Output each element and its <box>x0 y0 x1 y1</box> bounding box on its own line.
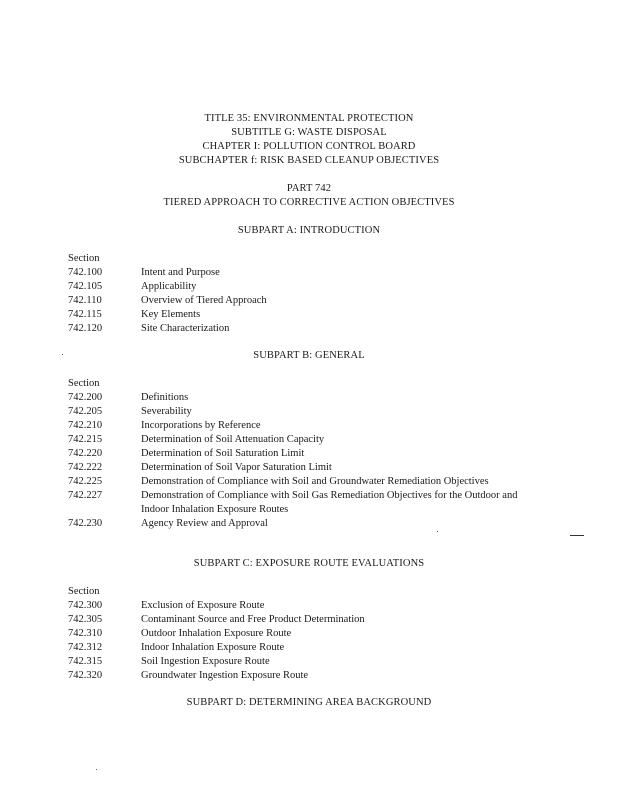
subpart-d-heading: SUBPART D: DETERMINING AREA BACKGROUND <box>186 697 432 708</box>
section-row <box>68 433 538 447</box>
subpart-b-section-list <box>68 391 538 531</box>
subpart-b-heading: SUBPART B: GENERAL <box>253 350 365 361</box>
section-number: 742.115 <box>68 309 102 320</box>
section-number: 742.320 <box>68 670 103 681</box>
title-line: TITLE 35: ENVIRONMENTAL PROTECTION <box>204 113 414 124</box>
part-number: PART 742 <box>286 183 332 194</box>
section-row <box>68 280 538 294</box>
section-row <box>68 475 538 489</box>
section-row <box>68 308 538 322</box>
section-number: 742.210 <box>68 420 103 431</box>
section-label: Section <box>68 378 100 389</box>
margin-dash-mark <box>570 535 584 536</box>
section-row <box>68 627 538 641</box>
section-number: 742.315 <box>68 656 103 667</box>
section-title: Determination of Soil Saturation Limit <box>141 448 305 459</box>
section-number: 742.300 <box>68 600 103 611</box>
section-number: 742.310 <box>68 628 103 639</box>
section-number: 742.305 <box>68 614 103 625</box>
section-row <box>68 489 538 517</box>
section-number: 742.227 <box>68 490 103 501</box>
section-row <box>68 322 538 336</box>
part-title: TIERED APPROACH TO CORRECTIVE ACTION OBJECTIVES <box>163 197 455 208</box>
section-row <box>68 669 538 683</box>
section-title: Indoor Inhalation Exposure Route <box>141 642 285 653</box>
section-title: Outdoor Inhalation Exposure Route <box>141 628 292 639</box>
scan-speck <box>437 531 438 532</box>
section-row <box>68 266 538 280</box>
section-number: 742.205 <box>68 406 103 417</box>
section-title: Determination of Soil Attenuation Capacity <box>141 434 325 445</box>
section-title: Contaminant Source and Free Product Determination <box>141 614 365 625</box>
section-title: Determination of Soil Vapor Saturation Limit <box>141 462 332 473</box>
section-title: Site Characterization <box>141 323 230 334</box>
scan-speck <box>96 769 97 770</box>
section-title: Groundwater Ingestion Exposure Route <box>141 670 309 681</box>
section-title: Demonstration of Compliance with Soil and Groundwater Remediation Objectives <box>141 476 489 487</box>
section-row <box>68 294 538 308</box>
section-title: Demonstration of Compliance with Soil Gas Remediation Objectives for the Outdoor and Indoor Inhalation Exposure Routes <box>141 490 518 515</box>
section-number: 742.120 <box>68 323 103 334</box>
section-row <box>68 613 538 627</box>
chapter-line: CHAPTER I: POLLUTION CONTROL BOARD <box>202 141 416 152</box>
section-title: Definitions <box>141 392 189 403</box>
subtitle-line: SUBTITLE G: WASTE DISPOSAL <box>231 127 387 138</box>
section-title: Overview of Tiered Approach <box>141 295 267 306</box>
section-number: 742.225 <box>68 476 103 487</box>
section-number: 742.222 <box>68 462 103 473</box>
subpart-c-section-list <box>68 599 538 683</box>
section-row <box>68 655 538 669</box>
subchapter-line: SUBCHAPTER f: RISK BASED CLEANUP OBJECTIVES <box>178 155 440 166</box>
section-row <box>68 419 538 433</box>
section-title: Applicability <box>141 281 197 292</box>
section-row <box>68 447 538 461</box>
section-title: Exclusion of Exposure Route <box>141 600 265 611</box>
section-row <box>68 391 538 405</box>
section-label: Section <box>68 253 100 264</box>
section-label: Section <box>68 586 100 597</box>
section-title: Agency Review and Approval <box>141 518 268 529</box>
section-row <box>68 599 538 613</box>
section-number: 742.230 <box>68 518 103 529</box>
section-title: Incorporations by Reference <box>141 420 261 431</box>
section-number: 742.220 <box>68 448 103 459</box>
subpart-a-section-list <box>68 266 538 336</box>
section-title: Severability <box>141 406 192 417</box>
section-row <box>68 461 538 475</box>
section-title: Intent and Purpose <box>141 267 220 278</box>
subpart-c-heading: SUBPART C: EXPOSURE ROUTE EVALUATIONS <box>193 558 425 569</box>
scan-speck <box>62 354 63 355</box>
section-title: Key Elements <box>141 309 201 320</box>
subpart-a-heading: SUBPART A: INTRODUCTION <box>237 225 381 236</box>
section-row <box>68 641 538 655</box>
section-number: 742.100 <box>68 267 103 278</box>
section-row <box>68 517 538 531</box>
section-row <box>68 405 538 419</box>
section-number: 742.105 <box>68 281 103 292</box>
section-number: 742.312 <box>68 642 103 653</box>
section-number: 742.110 <box>68 295 102 306</box>
section-title: Soil Ingestion Exposure Route <box>141 656 270 667</box>
section-number: 742.215 <box>68 434 103 445</box>
section-number: 742.200 <box>68 392 103 403</box>
